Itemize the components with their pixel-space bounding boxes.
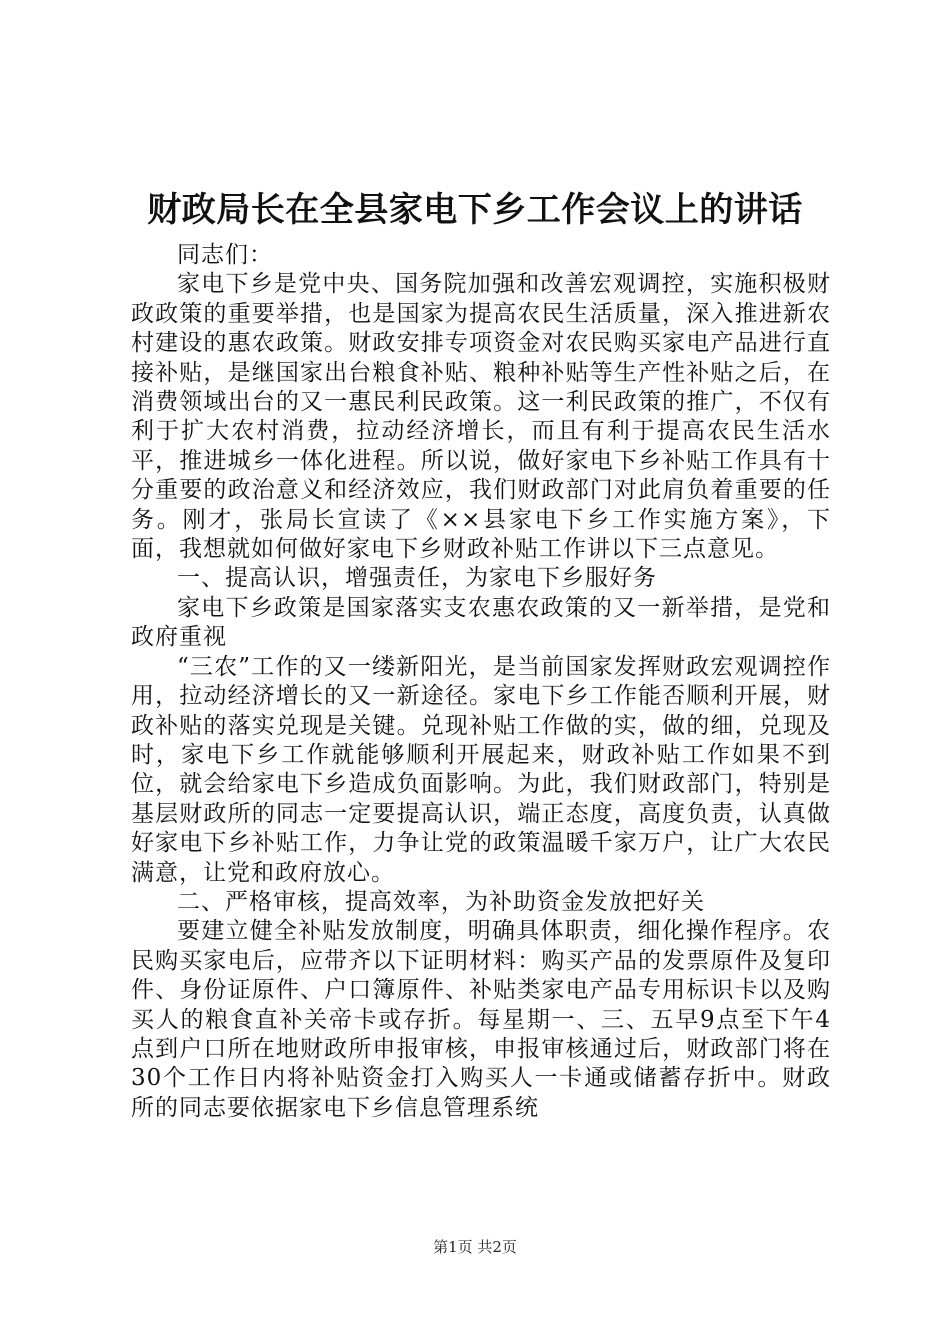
body-paragraph: “三农”工作的又一缕新阳光，是当前国家发挥财政宏观调控作用，拉动经济增长的又一新途径。家电下乡工作能否顺利开展，财政补贴的落实兑现是关键。兑现补贴工作做的实，做的细，兑现及时，家电下乡工作就能够顺利开展起来，财政补贴工作如果不到位，就会给家电下乡造成负面影响。为此，我们财政部门，特别是基层财政所的同志一定要提高认识，端正态度，高度负责，认真做好家电下乡补贴工作，力争让党的政策温暖千家万户，让广大农民满意，让党和政府放心。 [131, 653, 831, 886]
document-body [131, 241, 831, 1123]
document-title: 财政局长在全县家电下乡工作会议上的讲话 [147, 190, 803, 230]
page-number-footer: 第1页 共2页 [433, 1238, 517, 1256]
body-paragraph: 家电下乡是党中央、国务院加强和改善宏观调控，实施积极财政政策的重要举措，也是国家为提高农民生活质量，深入推进新农村建设的惠农政策。财政安排专项资金对农民购买家电产品进行直接补贴，是继国家出台粮食补贴、粮种补贴等生产性补贴之后，在消费领域出台的又一惠民利民政策。这一利民政策的推广，不仅有利于扩大农村消费，拉动经济增长，而且有利于提高农民生活水平，推进城乡一体化进程。所以说，做好家电下乡补贴工作具有十分重要的政治意义和经济效应，我们财政部门对此肩负着重要的任务。刚才，张局长宣读了《××县家电下乡工作实施方案》，下面，我想就如何做好家电下乡财政补贴工作讲以下三点意见。 [131, 271, 831, 563]
body-paragraph: 要建立健全补贴发放制度，明确具体职责，细化操作程序。农民购买家电后，应带齐以下证明材料：购买产品的发票原件及复印件、身份证原件、户口簿原件、补贴类家电产品专用标识卡以及购买人的粮食直补关帝卡或存折。每星期一、三、五早9点至下午4点到户口所在地财政所申报审核，申报审核通过后，财政部门将在30个工作日内将补贴资金打入购买人一卡通或储蓄存折中。财政所的同志要依据家电下乡信息管理系统 [131, 918, 831, 1121]
salutation-paragraph: 同志们： [177, 242, 273, 268]
section-heading-1: 一、提高认识，增强责任，为家电下乡服好务 [177, 565, 657, 592]
body-paragraph: 家电下乡政策是国家落实支农惠农政策的又一新举措，是党和政府重视 [131, 594, 831, 651]
section-heading-2: 二、严格审核，提高效率，为补助资金发放把好关 [177, 888, 705, 915]
